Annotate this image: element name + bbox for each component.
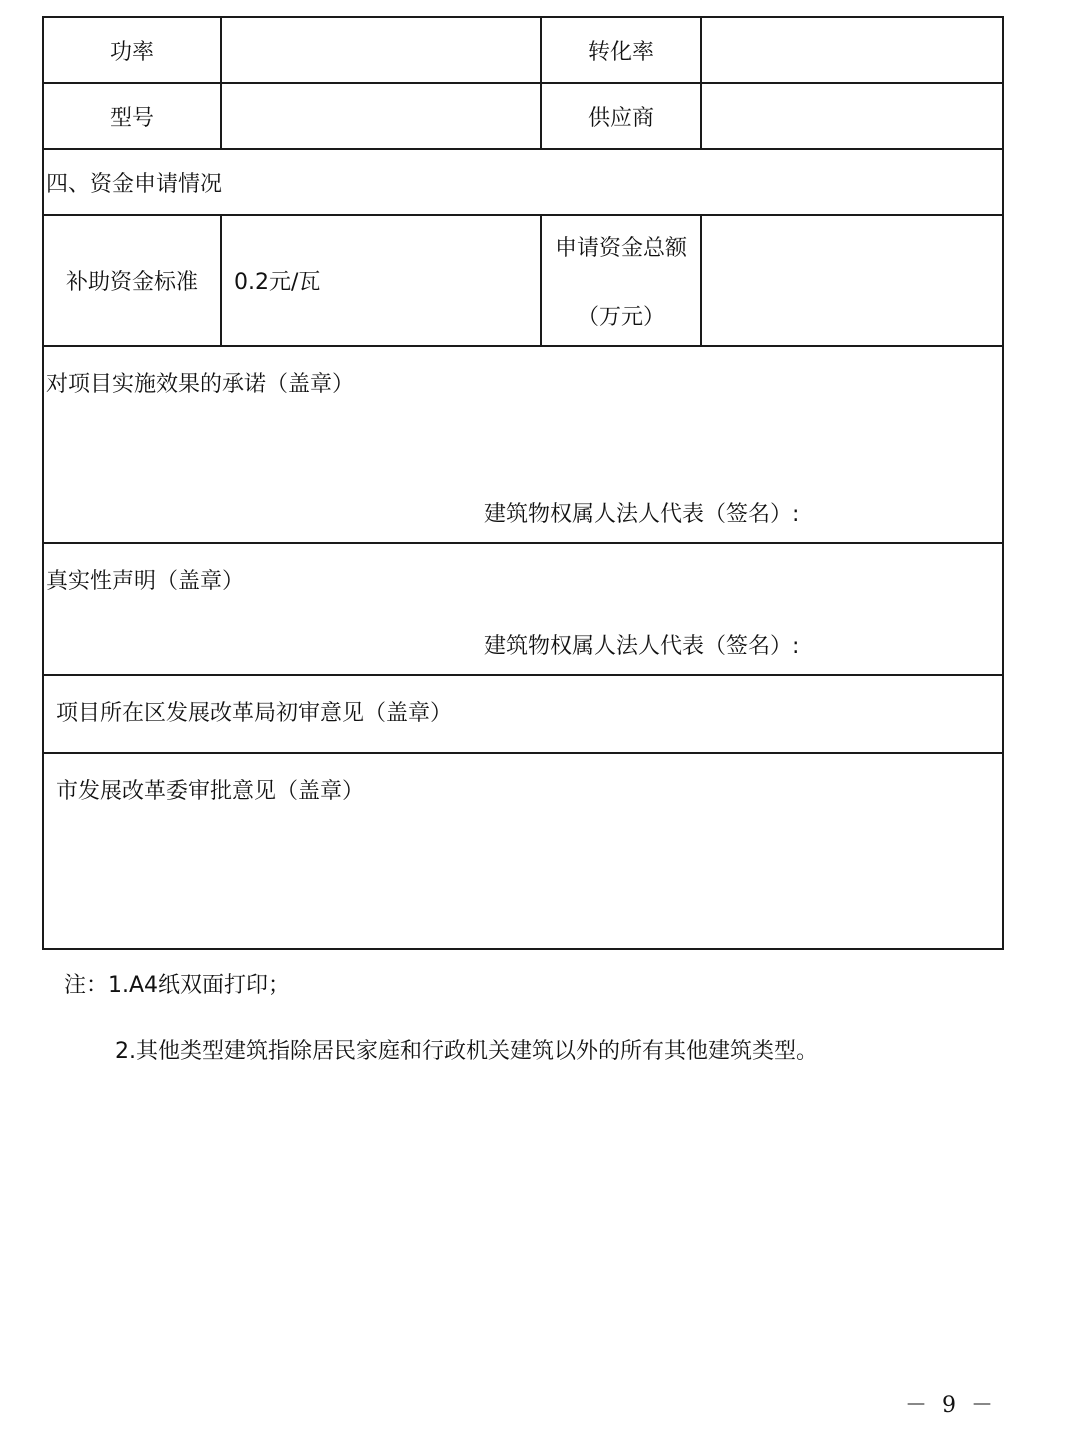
district-review-cell[interactable] (43, 675, 1003, 753)
authenticity-title: 真实性声明（盖章） (46, 569, 245, 594)
city-approval-cell[interactable] (43, 753, 1003, 949)
commitment-title: 对项目实施效果的承诺（盖章） (46, 372, 355, 397)
total-amount-label-cell (541, 215, 701, 346)
total-amount-label: 申请资金总额 (554, 235, 687, 261)
subsidy-standard-label: 补助资金标准 (43, 215, 221, 346)
application-form-table (42, 16, 1004, 950)
commitment-row (43, 346, 1003, 543)
funding-row (43, 215, 1003, 346)
section4-title: 四、资金申请情况 (43, 149, 1003, 215)
model-label: 型号 (43, 83, 221, 149)
supplier-value-cell[interactable] (701, 83, 1003, 149)
authenticity-row (43, 543, 1003, 675)
authenticity-signature-label: 建筑物权属人法人代表（签名）: (484, 634, 800, 659)
model-row (43, 83, 1003, 149)
subsidy-standard-value: 0.2元/瓦 (221, 215, 541, 346)
city-approval-row (43, 753, 1003, 949)
note-2: 2.其他类型建筑指除居民家庭和行政机关建筑以外的所有其他建筑类型。 (115, 1039, 818, 1064)
conversion-rate-label: 转化率 (541, 17, 701, 83)
section4-row (43, 149, 1003, 215)
authenticity-cell[interactable] (43, 543, 1003, 675)
model-value-cell[interactable] (221, 83, 541, 149)
commitment-cell[interactable] (43, 346, 1003, 543)
total-amount-value-cell[interactable] (701, 215, 1003, 346)
power-value-cell[interactable] (221, 17, 541, 83)
district-review-row (43, 675, 1003, 753)
total-amount-unit: （万元） (576, 304, 665, 330)
conversion-rate-value-cell[interactable] (701, 17, 1003, 83)
city-approval-title: 市发展改革委审批意见（盖章） (56, 779, 365, 804)
supplier-label: 供应商 (541, 83, 701, 149)
page-number: － 9 － (905, 1393, 997, 1418)
commitment-signature-label: 建筑物权属人法人代表（签名）: (484, 502, 800, 527)
district-review-title: 项目所在区发展改革局初审意见（盖章） (56, 701, 453, 726)
power-row (43, 17, 1003, 83)
note-1: 注：1.A4纸双面打印； (64, 973, 291, 998)
power-label: 功率 (43, 17, 221, 83)
